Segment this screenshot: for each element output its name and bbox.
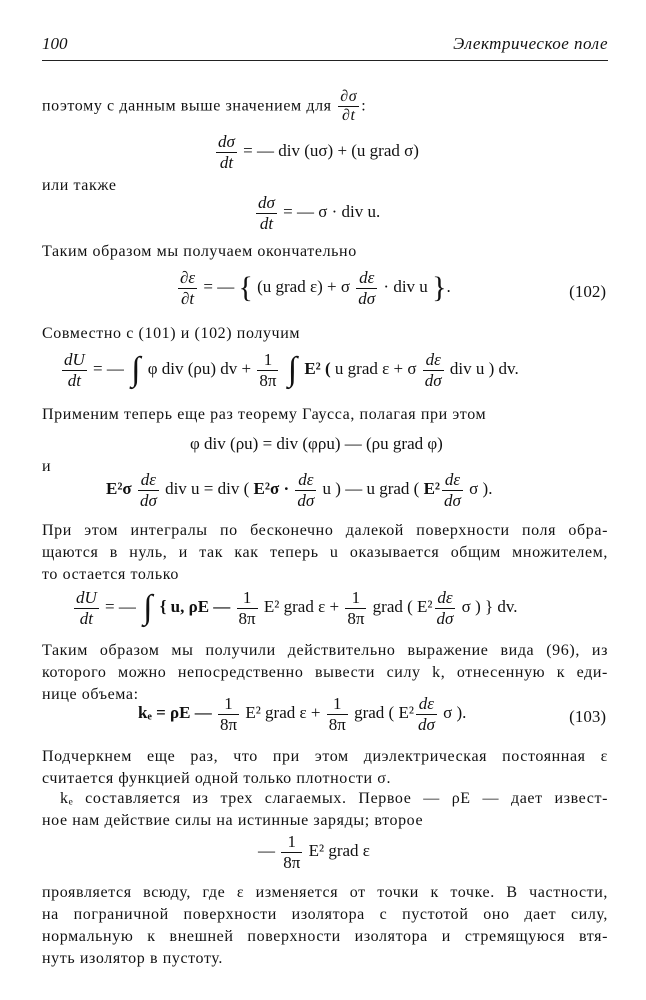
text: E² grad ε [308,840,370,860]
numerator: dε [435,588,456,609]
integral-sign: ∫ [287,351,298,389]
denominator: 8π [347,608,365,628]
paragraph-line: нормальную к внешней поверхности изолятора и стремящуюся втя- [42,928,608,945]
denominator: 8π [219,714,238,734]
text: = — [105,596,136,616]
text: : [361,97,367,115]
text: E² ( [304,358,331,378]
fraction [237,588,258,628]
denominator: dt [67,370,81,390]
denominator: 8π [328,714,346,734]
equation-103 [138,694,466,734]
equation-rhs: = — σ · div u. [283,201,381,221]
fraction [327,694,348,734]
equation [258,832,370,872]
paragraph-line: которого можно непосредственно вывести силу k, отнесенную к еди- [42,664,608,681]
text: grad ( E² [372,596,433,616]
numerator: 1 [281,832,302,853]
text: kₑ = ρE — [138,702,212,722]
fraction [62,350,87,390]
text: и [42,458,51,475]
text: div u = div ( [165,478,250,498]
paragraph-line: нице объема: [42,686,139,703]
numerator: dε [138,470,159,491]
equation-number: (103) [569,707,606,726]
text: или также [42,177,117,194]
numerator: ∂ε [180,268,196,287]
text: — [258,840,275,860]
denominator: 8π [238,608,256,628]
text: Таким образом мы получаем окончательно [42,243,357,260]
numerator: 1 [218,694,239,715]
paragraph-line: проявляется всюду, где ε изменяется от точки к точке. В частности, [42,884,608,901]
equation-number: (102) [569,282,606,301]
text: поэтому с данным выше значением для [42,97,332,115]
integral-sign: ∫ [131,351,141,389]
paragraph-line [42,243,608,261]
fraction [356,268,377,308]
text: u ) — u grad ( [322,478,420,498]
denominator: dσ [358,288,376,308]
text: Применим теперь еще раз теорему Гаусса, полагая при этом [42,406,487,423]
equation [60,350,519,390]
text: grad ( E² [354,702,414,722]
numerator: 1 [345,588,366,609]
numerator: dU [76,588,97,607]
denominator: dσ [424,370,442,390]
text: E² grad ε + [245,702,321,722]
text: = — [203,276,235,296]
brace: { [238,271,253,305]
text: E²σ · [253,478,290,498]
numerator: dε [416,694,437,715]
fraction [416,694,437,734]
paragraph-line: ное нам действие силы на истинные заряды; второе [42,812,424,829]
equation [214,132,419,172]
text: Совместно с (101) и (102) получим [42,325,301,342]
numerator: 1 [327,694,348,715]
fraction [423,350,444,390]
text: E² [423,478,440,498]
numerator: 1 [237,588,258,609]
page-number: 100 [42,34,68,53]
integral-sign: ∫ [143,589,153,627]
page-header [42,28,608,61]
paragraph-line: щаются в нуль, и так как теперь u оказывается общим множителем, [42,544,608,561]
paragraph-line [42,406,608,424]
fraction [216,132,237,172]
text: · div u [383,276,428,296]
equation: φ div (ρu) = div (φρu) — (ρu grad φ) [190,434,443,453]
equation [72,588,518,628]
numerator: dε [356,268,377,289]
numerator: dε [442,470,463,491]
text: σ ). [469,478,493,498]
brace: } [432,271,447,305]
text: = — [93,358,124,378]
text: E² grad ε + [263,596,340,616]
text: { u, ρE — [159,596,231,616]
fraction [74,588,99,628]
denominator: dσ [436,608,454,628]
running-title: Электрическое поле [453,34,608,53]
fraction [295,470,316,510]
paragraph-line: Подчеркнем еще раз, что при этом диэлектрическая постоянная ε [42,748,608,765]
denominator: dσ [444,490,461,510]
equation-rhs: = — div (uσ) + (u grad σ) [243,140,419,160]
fraction [442,470,463,510]
text: φ div (ρu) dv + [147,358,252,378]
text: E²σ [106,478,132,498]
fraction [338,88,359,126]
numerator: dε [295,470,316,491]
denominator: ∂t [180,288,195,308]
text: (u grad ε) + σ [257,276,351,296]
paragraph-line [42,325,608,343]
denominator: dσ [139,490,157,510]
paragraph-line: нуть изолятор в пустоту. [42,950,223,967]
denominator: ∂t [341,107,356,125]
paragraph-line: При этом интегралы по бесконечно далекой поверхности поля обра- [42,522,608,539]
numerator: dε [423,350,444,371]
equation-102 [176,268,451,308]
fraction [435,588,456,628]
denominator: dt [259,213,274,233]
denominator: dσ [417,714,435,734]
numerator: 1 [257,350,278,371]
paragraph-line: на пограничной поверхности изолятора с пустотой оно дает силу, [42,906,608,923]
denominator: 8π [283,852,301,872]
numerator: dσ [218,132,235,151]
fraction [256,193,277,233]
fraction [138,470,159,510]
fraction [218,694,239,734]
paragraph-line [42,88,608,126]
numerator: ∂σ [338,88,359,107]
denominator: dt [79,608,93,628]
equation [254,193,380,233]
text: . [446,276,451,296]
paragraph-line: Таким образом мы получили действительно выражение вида (96), из [42,642,608,659]
denominator: dt [219,152,234,172]
numerator: dU [64,350,85,369]
paragraph-line: kₑ составляется из трех слагаемых. Первое — ρE — дает извест- [60,790,608,807]
numerator: dσ [258,193,275,212]
text: div u ) dv. [449,358,519,378]
fraction [178,268,197,308]
fraction [345,588,366,628]
paragraph-line: считается функцией одной только плотности σ. [42,770,392,787]
text: σ ) } dv. [461,596,518,616]
denominator: 8π [259,370,277,390]
paragraph-line: то остается только [42,566,179,583]
text: σ ). [443,702,467,722]
text: u grad ε + σ [334,358,417,378]
equation [106,470,492,510]
fraction [257,350,278,390]
denominator: dσ [297,490,315,510]
fraction [281,832,302,872]
